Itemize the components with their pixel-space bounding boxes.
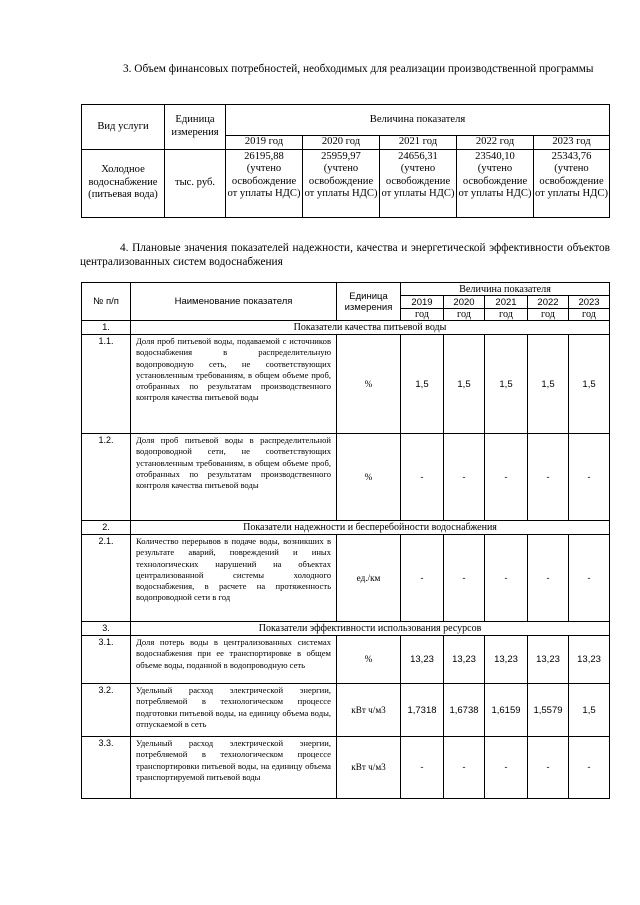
indicator-value: 1,5 bbox=[485, 335, 528, 434]
section-4-title: 4. Плановые значения показателей надежности, качества и энергетической эффективности объектов централизованных систем водоснабжения bbox=[80, 242, 610, 268]
indicator-value: - bbox=[401, 535, 444, 622]
value-cell bbox=[457, 149, 534, 217]
indicator-value: - bbox=[444, 737, 485, 799]
indicator-unit: ед./км bbox=[337, 535, 401, 622]
indicator-value: 1,6738 bbox=[444, 684, 485, 737]
year-header: 2021 год bbox=[380, 136, 457, 150]
indicator-value: 13,23 bbox=[569, 636, 610, 684]
value-note: (учтено освобождение от уплаты НДС) bbox=[535, 163, 608, 199]
row-num: 1.2. bbox=[82, 434, 131, 521]
year-header: 2019 bbox=[401, 296, 444, 309]
header-unit: Единица измерения bbox=[165, 105, 226, 150]
row-num: 3.1. bbox=[82, 636, 131, 684]
row-num: 3.2. bbox=[82, 684, 131, 737]
indicator-value: 1,5 bbox=[444, 335, 485, 434]
indicator-value: 1,5579 bbox=[528, 684, 569, 737]
year-header: 2022 год bbox=[457, 136, 534, 150]
indicator-value: - bbox=[444, 434, 485, 521]
section-3-title: 3. Объем финансовых потребностей, необходимых для реализации производственной программы bbox=[123, 63, 594, 75]
value-note: (учтено освобождение от уплаты НДС) bbox=[458, 163, 532, 199]
year-suffix: год bbox=[444, 309, 485, 321]
year-suffix: год bbox=[485, 309, 528, 321]
indicator-name: Доля потерь воды в централизованных системах водоснабжения при ее транспортировке в общем объеме воды, поданной в водопроводную сеть bbox=[131, 636, 337, 684]
header-value: Величина показателя bbox=[226, 105, 610, 136]
year-header: 2022 bbox=[528, 296, 569, 309]
indicator-unit: кВт ч/м3 bbox=[337, 737, 401, 799]
value-cell bbox=[303, 149, 380, 217]
value-amount: 25959,97 bbox=[321, 150, 361, 162]
group-num: 3. bbox=[82, 622, 131, 636]
year-suffix: год bbox=[528, 309, 569, 321]
service-unit: тыс. руб. bbox=[165, 149, 226, 217]
header-num: № п/п bbox=[82, 283, 131, 321]
indicator-value: - bbox=[485, 737, 528, 799]
value-amount: 25343,76 bbox=[551, 150, 592, 162]
value-cell bbox=[226, 149, 303, 217]
value-note: (учтено освобождение от уплаты НДС) bbox=[304, 163, 378, 199]
indicator-value: - bbox=[528, 737, 569, 799]
indicator-value: - bbox=[569, 434, 610, 521]
year-suffix: год bbox=[401, 309, 444, 321]
value-amount: 24656,31 bbox=[398, 150, 438, 162]
group-title: Показатели качества питьевой воды bbox=[131, 321, 610, 335]
header-unit: Единица измерения bbox=[337, 283, 401, 321]
service-name: Холодное водоснабжение (питьевая вода) bbox=[82, 149, 165, 217]
indicator-value: 13,23 bbox=[485, 636, 528, 684]
value-amount: 23540,10 bbox=[475, 150, 515, 162]
year-header: 2023 год bbox=[534, 136, 610, 150]
indicator-value: 1,5 bbox=[569, 335, 610, 434]
group-num: 1. bbox=[82, 321, 131, 335]
indicator-value: - bbox=[485, 434, 528, 521]
value-cell bbox=[380, 149, 457, 217]
indicator-name: Удельный расход электрической энергии, потребляемой в технологическом процессе подготовки питьевой воды, на единицу объема воды, отпускаемой в сеть bbox=[131, 684, 337, 737]
row-num: 3.3. bbox=[82, 737, 131, 799]
indicator-unit: % bbox=[337, 335, 401, 434]
year-header: 2021 bbox=[485, 296, 528, 309]
group-title: Показатели эффективности использования ресурсов bbox=[131, 622, 610, 636]
year-header: 2019 год bbox=[226, 136, 303, 150]
group-num: 2. bbox=[82, 521, 131, 535]
indicator-value: - bbox=[444, 535, 485, 622]
indicator-value: - bbox=[528, 535, 569, 622]
row-num: 2.1. bbox=[82, 535, 131, 622]
indicator-value: - bbox=[569, 737, 610, 799]
row-num: 1.1. bbox=[82, 335, 131, 434]
header-name: Наименование показателя bbox=[131, 283, 337, 321]
indicator-unit: кВт ч/м3 bbox=[337, 684, 401, 737]
indicator-value: - bbox=[401, 737, 444, 799]
indicator-value: 1,5 bbox=[528, 335, 569, 434]
indicator-unit: % bbox=[337, 434, 401, 521]
indicator-value: 13,23 bbox=[401, 636, 444, 684]
indicator-value: - bbox=[569, 535, 610, 622]
year-header: 2020 bbox=[444, 296, 485, 309]
indicator-name: Количество перерывов в подаче воды, возникших в результате аварий, повреждений и иных технологических нарушений на объектах централизованной системы холодного водоснабжения, в расчете на протяженность водопроводной сети в год bbox=[131, 535, 337, 622]
indicator-value: - bbox=[528, 434, 569, 521]
indicator-value: 1,6159 bbox=[485, 684, 528, 737]
indicator-value: 13,23 bbox=[528, 636, 569, 684]
indicator-unit: % bbox=[337, 636, 401, 684]
value-amount: 26195,88 bbox=[244, 150, 284, 162]
indicator-value: 13,23 bbox=[444, 636, 485, 684]
indicators-table bbox=[81, 282, 610, 799]
indicator-value: 1,5 bbox=[569, 684, 610, 737]
year-header: 2023 bbox=[569, 296, 610, 309]
header-value: Величина показателя bbox=[401, 283, 610, 296]
indicator-value: - bbox=[401, 434, 444, 521]
indicator-value: 1,5 bbox=[401, 335, 444, 434]
indicator-name: Доля проб питьевой воды, подаваемой с источников водоснабжения в распределительную водопроводную сеть, не соответствующих установленным требованиям, в общем объеме проб, отобранных по результатам производственного контроля качества питьевой воды bbox=[131, 335, 337, 434]
year-suffix: год bbox=[569, 309, 610, 321]
value-note: (учтено освобождение от уплаты НДС) bbox=[227, 163, 301, 199]
year-header: 2020 год bbox=[303, 136, 380, 150]
financial-needs-table bbox=[81, 104, 610, 218]
indicator-value: - bbox=[485, 535, 528, 622]
indicator-name: Доля проб питьевой воды в распределительной водопроводной сети, не соответствующих установленным требованиям, в общем объеме проб, отобранных по результатам производственного контроля качества питьевой воды bbox=[131, 434, 337, 521]
header-service: Вид услуги bbox=[82, 105, 165, 150]
value-cell bbox=[534, 149, 610, 217]
indicator-value: 1,7318 bbox=[401, 684, 444, 737]
value-note: (учтено освобождение от уплаты НДС) bbox=[381, 163, 455, 199]
indicator-name: Удельный расход электрической энергии, потребляемой в технологическом процессе транспортировки питьевой воды, на единицу объема транспортируемой питьевой воды bbox=[131, 737, 337, 799]
group-title: Показатели надежности и бесперебойности водоснабжения bbox=[131, 521, 610, 535]
